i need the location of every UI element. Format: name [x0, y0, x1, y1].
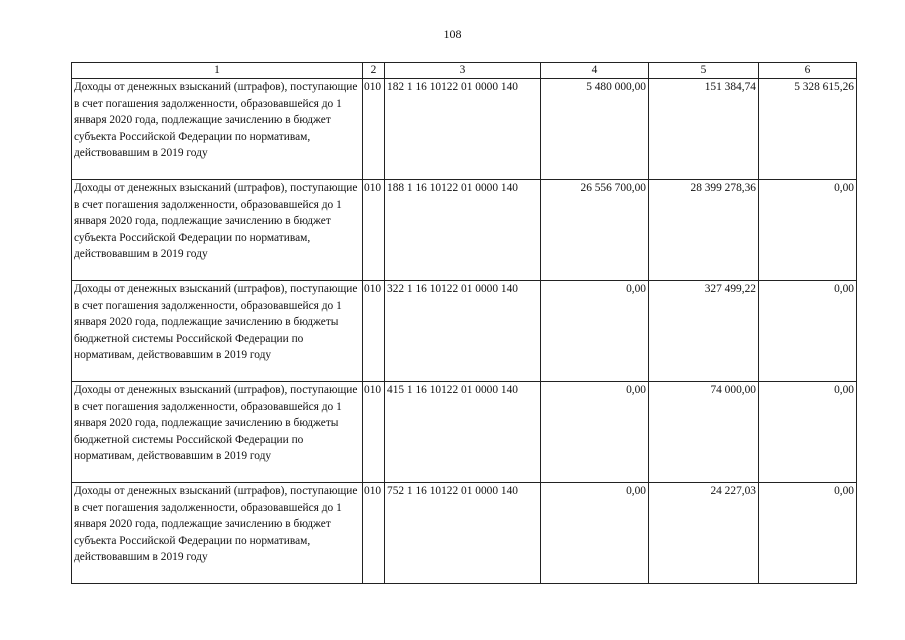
- column-header: 6: [759, 63, 857, 79]
- admin-code-cell: 010: [363, 483, 385, 584]
- admin-code-cell: 010: [363, 281, 385, 382]
- column-header: 3: [385, 63, 541, 79]
- revenue-name-cell: Доходы от денежных взысканий (штрафов), поступающие в счет погашения задолженности, образовавшейся до 1 января 2020 года, подлежащие зачислению в бюджет субъекта Российской Федерации по нормативам, действовавшим в 2019 году: [72, 483, 363, 584]
- budget-code-cell: 322 1 16 10122 01 0000 140: [385, 281, 541, 382]
- column-5-cell: 24 227,03: [649, 483, 759, 584]
- column-6-cell: 0,00: [759, 281, 857, 382]
- column-5-cell: 151 384,74: [649, 79, 759, 180]
- budget-code-cell: 188 1 16 10122 01 0000 140: [385, 180, 541, 281]
- table-row: [72, 483, 857, 584]
- revenue-table: [71, 62, 857, 584]
- budget-code-cell: 182 1 16 10122 01 0000 140: [385, 79, 541, 180]
- page-number: 108: [443, 27, 462, 41]
- column-5-cell: 74 000,00: [649, 382, 759, 483]
- admin-code-cell: 010: [363, 382, 385, 483]
- admin-code-cell: 010: [363, 79, 385, 180]
- revenue-name-cell: Доходы от денежных взысканий (штрафов), поступающие в счет погашения задолженности, образовавшейся до 1 января 2020 года, подлежащие зачислению в бюджеты бюджетной системы Российской Федерации по нормативам, действовавшим в 2019 году: [72, 281, 363, 382]
- column-header: 2: [363, 63, 385, 79]
- revenue-name-cell: Доходы от денежных взысканий (штрафов), поступающие в счет погашения задолженности, образовавшейся до 1 января 2020 года, подлежащие зачислению в бюджеты бюджетной системы Российской Федерации по нормативам, действовавшим в 2019 году: [72, 382, 363, 483]
- budget-code-cell: 415 1 16 10122 01 0000 140: [385, 382, 541, 483]
- table-row: [72, 382, 857, 483]
- revenue-name-cell: Доходы от денежных взысканий (штрафов), поступающие в счет погашения задолженности, образовавшейся до 1 января 2020 года, подлежащие зачислению в бюджет субъекта Российской Федерации по нормативам, действовавшим в 2019 году: [72, 180, 363, 281]
- column-4-cell: 26 556 700,00: [541, 180, 649, 281]
- column-5-cell: 28 399 278,36: [649, 180, 759, 281]
- column-6-cell: 0,00: [759, 180, 857, 281]
- budget-code-cell: 752 1 16 10122 01 0000 140: [385, 483, 541, 584]
- table-row: [72, 281, 857, 382]
- table-row: [72, 180, 857, 281]
- column-header: 1: [72, 63, 363, 79]
- column-header: 4: [541, 63, 649, 79]
- column-5-cell: 327 499,22: [649, 281, 759, 382]
- table-row: [72, 79, 857, 180]
- admin-code-cell: 010: [363, 180, 385, 281]
- column-4-cell: 0,00: [541, 483, 649, 584]
- column-6-cell: 0,00: [759, 382, 857, 483]
- column-6-cell: 5 328 615,26: [759, 79, 857, 180]
- column-4-cell: 5 480 000,00: [541, 79, 649, 180]
- column-6-cell: 0,00: [759, 483, 857, 584]
- column-4-cell: 0,00: [541, 281, 649, 382]
- revenue-name-cell: Доходы от денежных взысканий (штрафов), поступающие в счет погашения задолженности, образовавшейся до 1 января 2020 года, подлежащие зачислению в бюджет субъекта Российской Федерации по нормативам, действовавшим в 2019 году: [72, 79, 363, 180]
- table-header-row: [72, 63, 857, 79]
- column-header: 5: [649, 63, 759, 79]
- column-4-cell: 0,00: [541, 382, 649, 483]
